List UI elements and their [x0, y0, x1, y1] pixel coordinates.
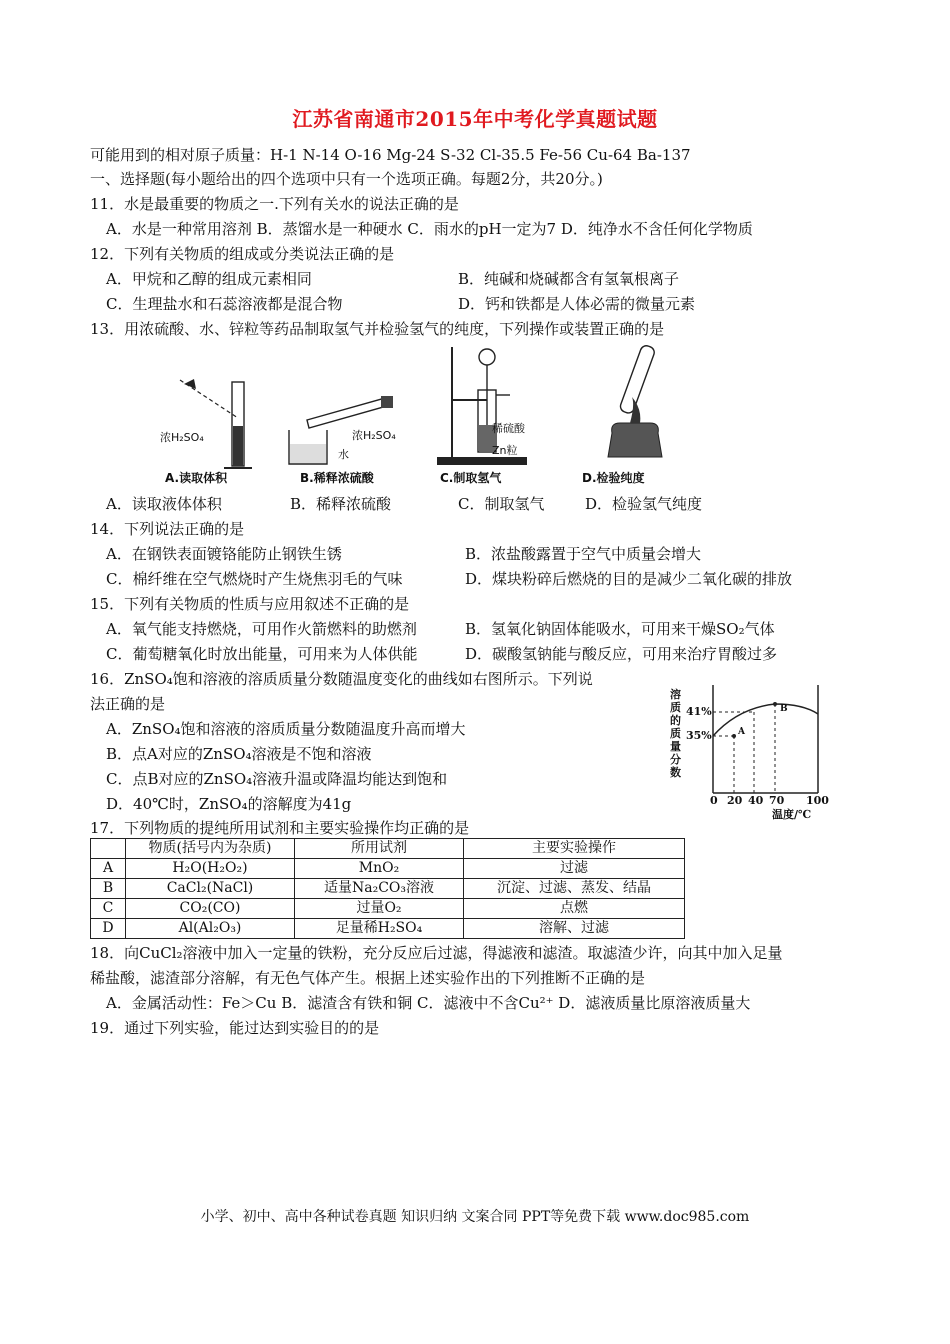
- figure-b-caption: B.稀释浓硫酸: [300, 471, 374, 485]
- graph-y-label: 溶质的质量分数: [670, 688, 681, 779]
- table-cell: 适量Na₂CO₃溶液: [295, 879, 464, 899]
- graph-x-tick-70: 70: [769, 794, 785, 807]
- q11-options: A．水是一种常用溶剂 B．蒸馏水是一种硬水 C．雨水的pH一定为7 D．纯净水不含任何化学物质: [106, 220, 753, 238]
- q18-stem-line2: 稀盐酸，滤渣部分溶解，有无色气体产生。根据上述实验作出的下列推断不正确的是: [90, 969, 646, 987]
- graph-x-tick-0: 0: [710, 794, 718, 807]
- table-cell: 过量O₂: [295, 899, 464, 919]
- q15-option-c: C．葡萄糖氧化时放出能量，可用来为人体供能: [106, 645, 418, 663]
- figure-c-acid-label: 稀硫酸: [492, 422, 525, 435]
- q12-option-a: A．甲烷和乙醇的组成元素相同: [106, 270, 312, 288]
- page-footer: 小学、初中、高中各种试卷真题 知识归纳 文案合同 PPT等免费下载 www.doc985.com: [200, 1209, 750, 1225]
- figure-c-zinc-label: Zn粒: [492, 444, 518, 457]
- q12-option-d: D．钙和铁都是人体必需的微量元素: [458, 295, 696, 313]
- q15-stem: 15．下列有关物质的性质与应用叙述不正确的是: [90, 595, 410, 613]
- q14-option-c: C．棉纤维在空气燃烧时产生烧焦羽毛的气味: [106, 570, 403, 588]
- table-cell: C: [91, 899, 126, 919]
- q13-option-c: C．制取氢气: [458, 495, 545, 513]
- q14-stem: 14．下列说法正确的是: [90, 520, 245, 538]
- q13-option-a: A．读取液体体积: [106, 495, 222, 513]
- figure-c-caption: C.制取氢气: [440, 471, 502, 485]
- q12-option-b: B．纯碱和烧碱都含有氢氧根离子: [458, 270, 680, 288]
- q16-stem-line1: 16．ZnSO₄饱和溶液的溶质质量分数随温度变化的曲线如右图所示。下列说: [90, 670, 593, 688]
- q13-stem: 13．用浓硫酸、水、锌粒等药品制取氢气并检验氢气的纯度，下列操作或装置正确的是: [90, 320, 665, 338]
- q18-stem-line1: 18．向CuCl₂溶液中加入一定量的铁粉，充分反应后过滤，得滤液和滤渣。取滤渣少许，向其中加入足量: [90, 944, 783, 962]
- table-header-cell: 主要实验操作: [464, 839, 685, 859]
- table-cell: 足量稀H₂SO₄: [295, 919, 464, 939]
- section-heading: 一、选择题(每小题给出的四个选项中只有一个选项正确。每题2分，共20分。): [90, 170, 603, 188]
- q13-option-d: D．检验氢气纯度: [585, 495, 703, 513]
- figure-b-water-label: 水: [338, 448, 349, 461]
- q16-stem-line2: 法正确的是: [90, 695, 166, 713]
- q16-graph: [668, 680, 838, 820]
- table-cell: CaCl₂(NaCl): [126, 879, 295, 899]
- q17-table: [90, 838, 685, 939]
- figure-a-reagent-label: 浓H₂SO₄: [160, 431, 204, 444]
- table-cell: D: [91, 919, 126, 939]
- atomic-masses: 可能用到的相对原子质量：H-1 N-14 O-16 Mg-24 S-32 Cl-35.5 Fe-56 Cu-64 Ba-137: [90, 146, 691, 164]
- q14-option-b: B．浓盐酸露置于空气中质量会增大: [465, 545, 702, 563]
- table-cell: H₂O(H₂O₂): [126, 859, 295, 879]
- figure-d-caption: D.检验纯度: [582, 471, 645, 485]
- table-header-row: [91, 839, 685, 859]
- graph-x-tick-100: 100: [806, 794, 829, 807]
- table-row: [91, 859, 685, 879]
- table-cell: 溶解、过滤: [464, 919, 685, 939]
- graph-x-tick-20: 20: [727, 794, 743, 807]
- q14-option-d: D．煤块粉碎后燃烧的目的是减少二氧化碳的排放: [465, 570, 793, 588]
- q19-stem: 19．通过下列实验，能过达到实验目的的是: [90, 1019, 380, 1037]
- graph-y-tick-41: 41%: [686, 705, 712, 718]
- q11-stem: 11．水是最重要的物质之一.下列有关水的说法正确的是: [90, 195, 459, 213]
- table-row: [91, 899, 685, 919]
- table-cell: B: [91, 879, 126, 899]
- q16-option-a: A．ZnSO₄饱和溶液的溶质质量分数随温度升高而增大: [106, 720, 466, 738]
- table-row: [91, 879, 685, 899]
- q14-option-a: A．在钢铁表面镀铬能防止钢铁生锈: [106, 545, 342, 563]
- graph-x-tick-40: 40: [748, 794, 764, 807]
- table-cell: MnO₂: [295, 859, 464, 879]
- table-header-cell: [91, 839, 126, 859]
- q12-stem: 12．下列有关物质的组成或分类说法正确的是: [90, 245, 395, 263]
- table-header-cell: 物质(括号内为杂质): [126, 839, 295, 859]
- q16-option-b: B．点A对应的ZnSO₄溶液是不饱和溶液: [106, 745, 372, 763]
- graph-point-b: B: [780, 704, 788, 714]
- q12-option-c: C．生理盐水和石蕊溶液都是混合物: [106, 295, 343, 313]
- table-cell: 过滤: [464, 859, 685, 879]
- table-cell: 点燃: [464, 899, 685, 919]
- q16-option-d: D．40℃时，ZnSO₄的溶解度为41g: [106, 795, 352, 813]
- table-cell: Al(Al₂O₃): [126, 919, 295, 939]
- q16-option-c: C．点B对应的ZnSO₄溶液升温或降温均能达到饱和: [106, 770, 448, 788]
- table-cell: A: [91, 859, 126, 879]
- figure-b-reagent-label: 浓H₂SO₄: [352, 429, 396, 442]
- graph-point-a: A: [738, 727, 745, 737]
- q15-option-a: A．氧气能支持燃烧，可用作火箭燃料的助燃剂: [106, 620, 417, 638]
- q18-options: A．金属活动性：Fe＞Cu B．滤渣含有铁和铜 C．滤液中不含Cu²⁺ D．滤液质量比原溶液质量大: [106, 994, 751, 1012]
- table-row: [91, 919, 685, 939]
- table-header-cell: 所用试剂: [295, 839, 464, 859]
- q15-option-d: D．碳酸氢钠能与酸反应，可用来治疗胃酸过多: [465, 645, 778, 663]
- graph-x-label: 温度/℃: [772, 808, 812, 821]
- q13-option-b: B．稀释浓硫酸: [290, 495, 392, 513]
- table-cell: CO₂(CO): [126, 899, 295, 919]
- q15-option-b: B．氢氧化钠固体能吸水，可用来干燥SO₂气体: [465, 620, 775, 638]
- figure-d-test-purity: [590, 345, 690, 470]
- table-cell: 沉淀、过滤、蒸发、结晶: [464, 879, 685, 899]
- figure-a-caption: A.读取体积: [165, 471, 228, 485]
- q17-stem: 17．下列物质的提纯所用试剂和主要实验操作均正确的是: [90, 819, 470, 837]
- graph-y-tick-35: 35%: [686, 729, 712, 742]
- page-title: 江苏省南通市2015年中考化学真题试题: [292, 107, 658, 131]
